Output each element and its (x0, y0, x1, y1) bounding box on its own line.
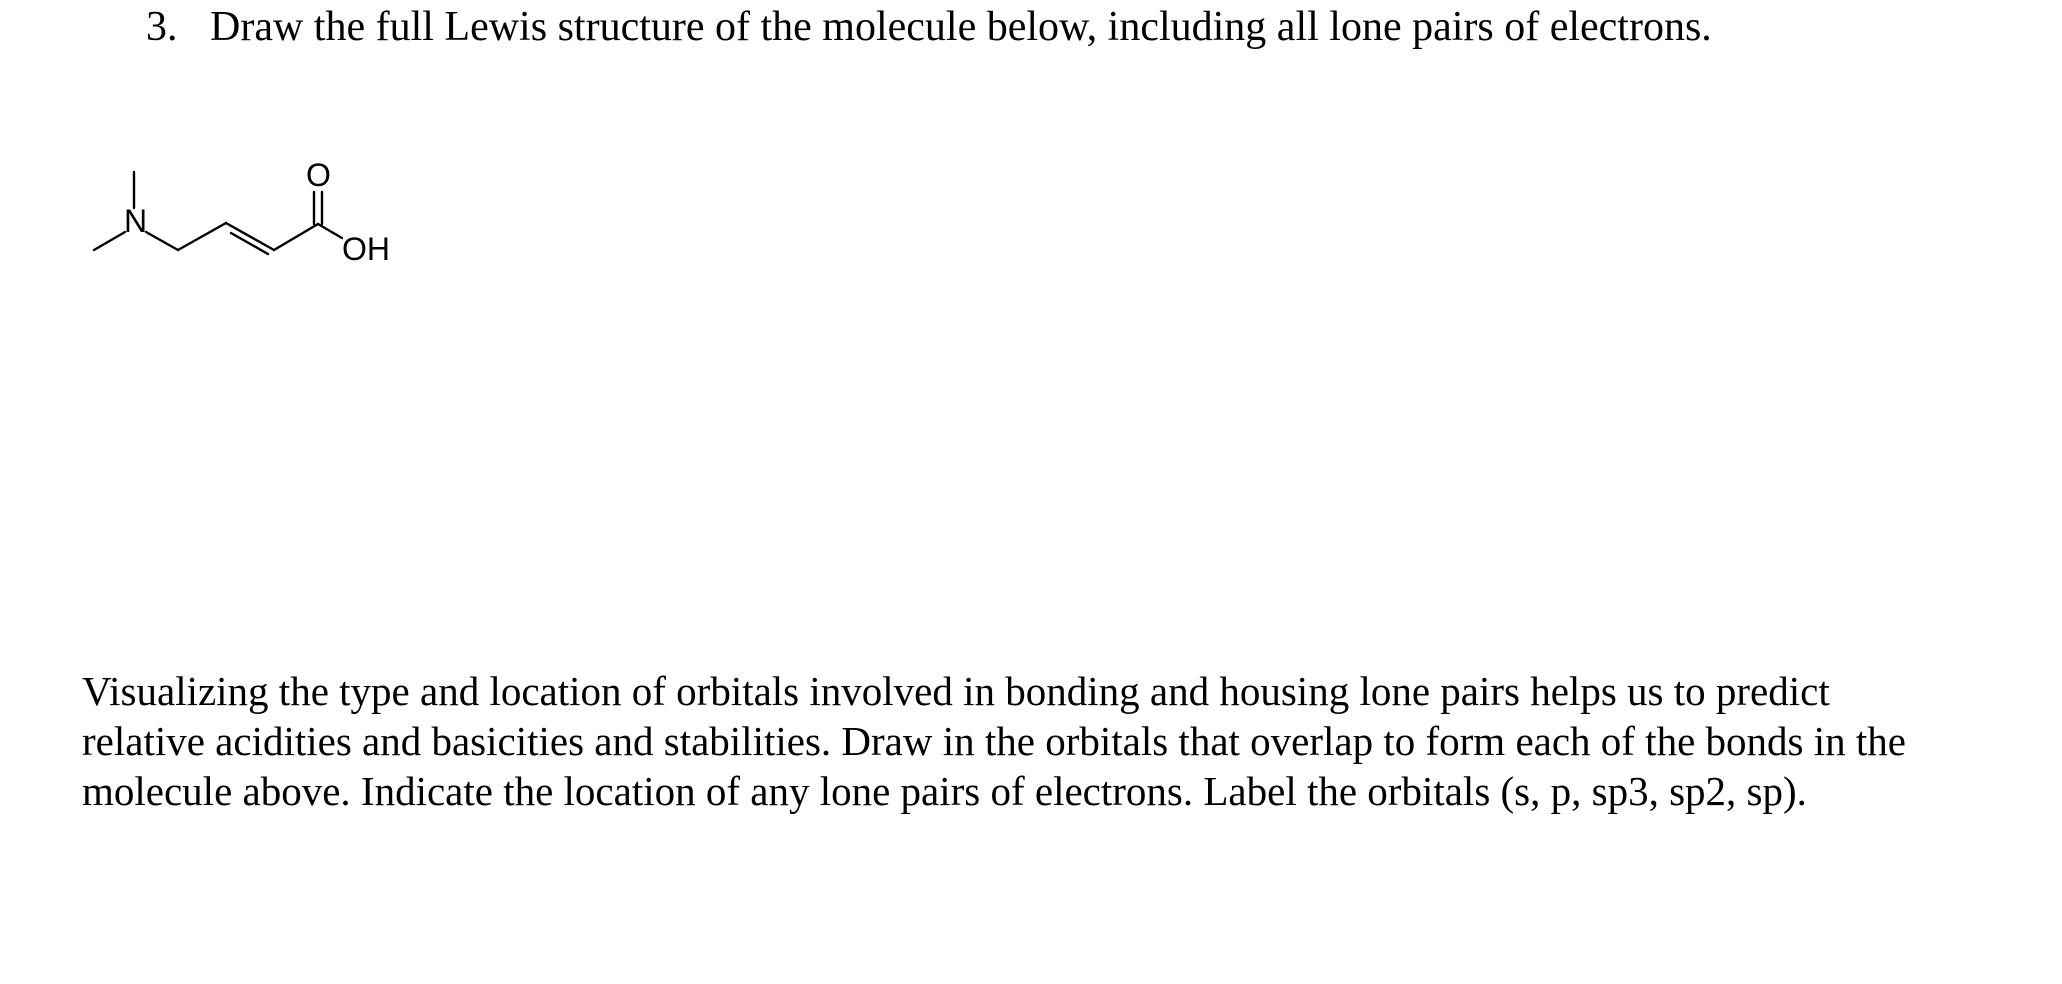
paragraph-line-3: molecule above. Indicate the location of any lone pairs of electrons. Label the orbitals (s, p, sp3, sp2, sp). (82, 768, 1807, 814)
bond-alkene (226, 223, 274, 250)
bond-n-methyl-left (94, 232, 125, 250)
question-3 (146, 2, 1712, 52)
paragraph-line-2: relative acidities and basicities and stabilities. Draw in the orbitals that overlap to form each of the bonds in the (82, 718, 1906, 764)
bond-ch2-ch (178, 223, 226, 250)
bond-c-oh (318, 224, 342, 238)
question-number: 3. (146, 4, 178, 50)
bond-ch-carbonyl (274, 224, 318, 250)
question-text: Draw the full Lewis structure of the molecule below, including all lone pairs of electrons. (210, 4, 1712, 50)
atom-carbonyl-oxygen: O (306, 157, 331, 193)
paragraph-line-1: Visualizing the type and location of orbitals involved in bonding and housing lone pairs helps us to predict (82, 668, 1830, 714)
molecule-skeletal-structure (80, 150, 420, 280)
orbital-instructions (82, 666, 2042, 816)
atom-nitrogen: N (124, 203, 148, 239)
bond-n-ch2 (146, 232, 178, 250)
atom-hydroxyl: OH (342, 231, 390, 267)
